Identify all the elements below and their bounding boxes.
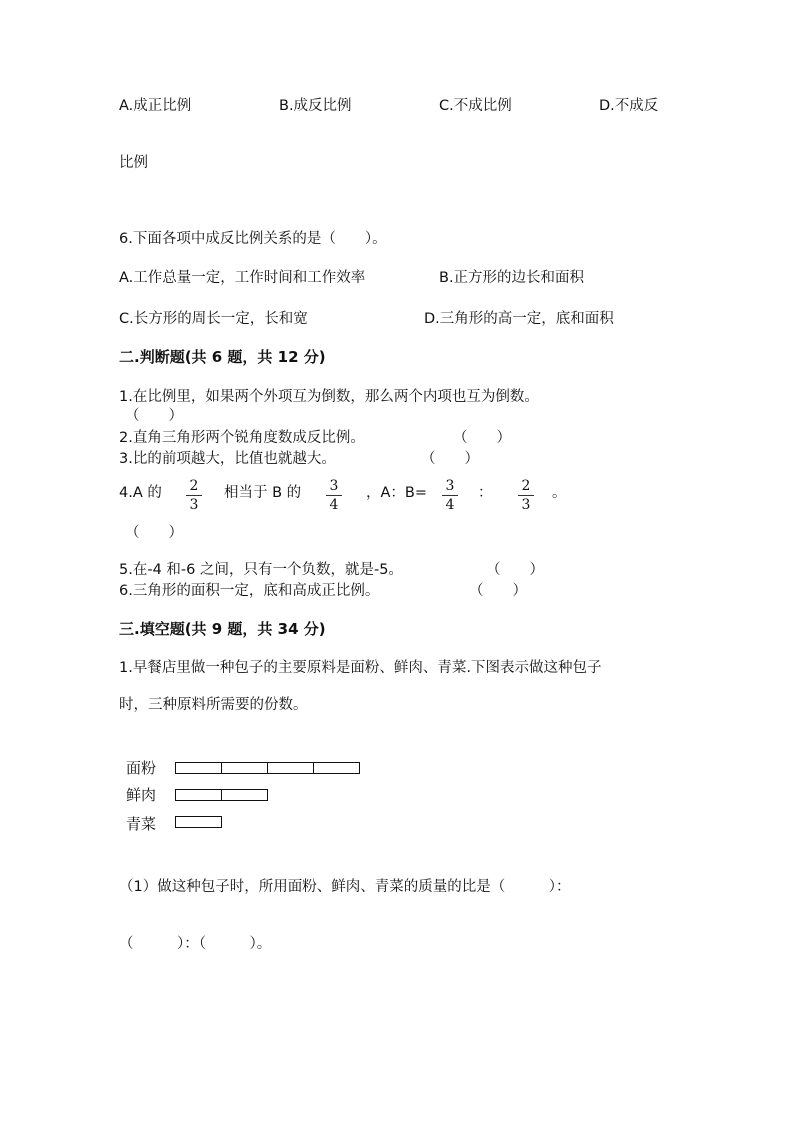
- fraction-denominator: 4: [329, 497, 339, 513]
- diagram-label-flour: 面粉: [126, 759, 157, 777]
- q6-option-d: D.三角形的高一定，底和面积: [424, 311, 614, 327]
- q6-option-a: A.工作总量一定，工作时间和工作效率: [119, 270, 366, 286]
- bar-segment: [222, 763, 268, 773]
- judge-item-6-answer-blank: （ ）: [469, 583, 527, 599]
- q6-stem: 6.下面各项中成反比例关系的是（ ）。: [119, 231, 387, 247]
- q5-option-d-cont: 比例: [119, 155, 148, 171]
- q5-option-d: D.不成反: [599, 98, 659, 114]
- judge-item-5-answer-blank: （ ）: [486, 562, 544, 578]
- fraction-numerator: 2: [521, 478, 531, 494]
- fraction-2-3-b: [516, 478, 536, 513]
- fraction-bar: [518, 495, 534, 496]
- q5-option-c: C.不成比例: [439, 98, 512, 114]
- diagram-bar-pork: [175, 789, 268, 801]
- fill-q1-sub1-line1: （1）做这种包子时，所用面粉、鲜肉、青菜的质量的比是（ ）：: [119, 879, 571, 895]
- fraction-denominator: 4: [445, 497, 455, 513]
- fill-q1-line1: 1.早餐店里做一种包子的主要原料是面粉、鲜肉、青菜.下图表示做这种包子: [119, 660, 602, 676]
- fraction-bar: [326, 495, 342, 496]
- judge-item-4-lead: 4.A 的: [119, 485, 162, 501]
- q6-option-c: C.长方形的周长一定，长和宽: [119, 311, 308, 327]
- fraction-bar: [186, 495, 202, 496]
- judge-item-4-end: 。: [552, 485, 567, 501]
- fraction-denominator: 3: [189, 497, 199, 513]
- judge-item-1: 1.在比例里，如果两个外项互为倒数，那么两个内项也互为倒数。: [119, 389, 539, 405]
- fraction-3-4-b: [440, 478, 460, 513]
- fraction-numerator: 2: [189, 478, 199, 494]
- diagram-bar-flour: [175, 762, 360, 774]
- ratio-colon: ：: [478, 485, 493, 501]
- judge-item-4-ratio: ，A：B=: [366, 485, 428, 501]
- judge-item-3-answer-blank: （ ）: [421, 451, 479, 467]
- judge-item-4-mid: 相当于 B 的: [224, 485, 302, 501]
- fraction-numerator: 3: [329, 478, 339, 494]
- q5-option-a: A.成正比例: [119, 98, 192, 114]
- fraction-bar: [442, 495, 458, 496]
- bar-segment: [314, 763, 359, 773]
- judge-item-2: 2.直角三角形两个锐角度数成反比例。: [119, 430, 365, 446]
- judge-item-4-answer-blank: （ ）: [125, 525, 183, 541]
- diagram-bar-vegetable: [175, 816, 222, 828]
- diagram-label-pork: 鲜肉: [126, 786, 157, 804]
- fraction-2-3-a: [184, 478, 204, 513]
- section3-title: 三.填空题(共 9 题，共 34 分): [119, 620, 326, 638]
- judge-item-2-answer-blank: （ ）: [453, 430, 511, 446]
- bar-segment: [176, 763, 222, 773]
- diagram-label-vegetable: 青菜: [126, 815, 157, 833]
- fraction-numerator: 3: [445, 478, 455, 494]
- fraction-denominator: 3: [521, 497, 531, 513]
- fraction-3-4-a: [324, 478, 344, 513]
- fill-q1-line2: 时，三种原料所需要的份数。: [119, 697, 308, 713]
- judge-item-5: 5.在-4 和-6 之间，只有一个负数，就是-5。: [119, 562, 403, 578]
- bar-segment: [176, 790, 222, 800]
- fill-q1-sub1-line2: （ ）：（ ）。: [119, 936, 272, 952]
- judge-item-1-answer-blank: （ ）: [125, 408, 183, 424]
- bar-segment: [176, 817, 221, 827]
- judge-item-6: 6.三角形的面积一定，底和高成正比例。: [119, 583, 380, 599]
- bar-segment: [222, 790, 267, 800]
- bar-segment: [268, 763, 314, 773]
- q6-option-b: B.正方形的边长和面积: [439, 270, 585, 286]
- q5-option-b: B.成反比例: [279, 98, 352, 114]
- section2-title: 二.判断题(共 6 题，共 12 分): [119, 348, 326, 366]
- judge-item-3: 3.比的前项越大，比值也就越大。: [119, 451, 336, 467]
